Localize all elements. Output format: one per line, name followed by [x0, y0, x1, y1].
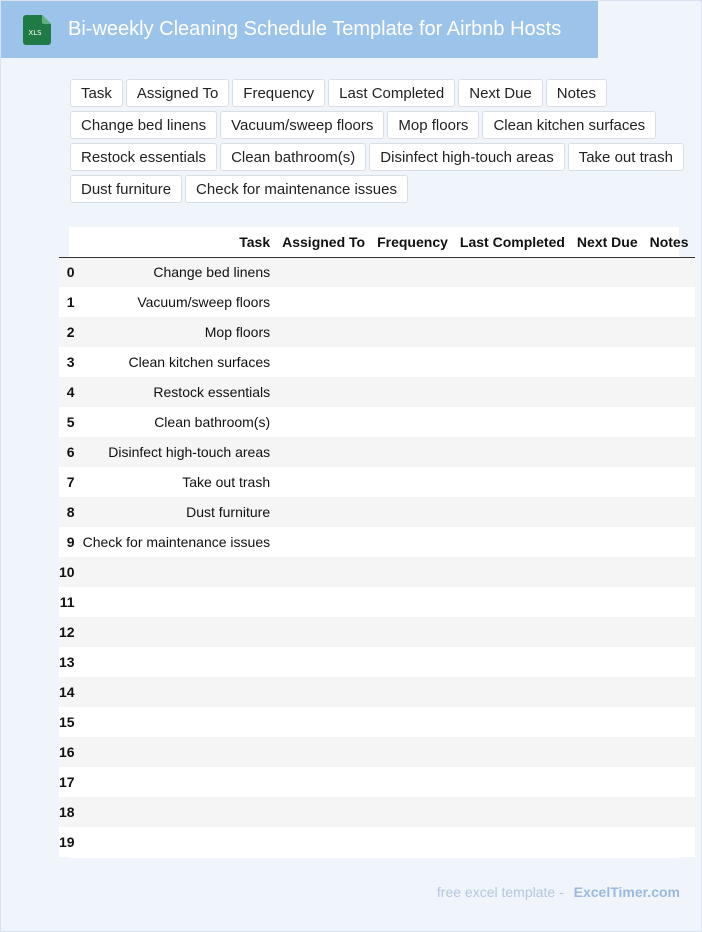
empty-cell[interactable]	[571, 557, 644, 587]
table-row[interactable]	[59, 677, 695, 707]
empty-cell[interactable]	[371, 647, 454, 677]
row-index: 10	[59, 557, 77, 587]
empty-cell[interactable]	[276, 467, 371, 497]
empty-cell[interactable]	[644, 827, 695, 857]
empty-cell[interactable]	[644, 347, 695, 377]
empty-cell[interactable]	[276, 827, 371, 857]
table-row[interactable]	[59, 827, 695, 857]
footer-credit	[437, 884, 680, 900]
chip[interactable]: Last Completed	[328, 79, 455, 107]
task-cell[interactable]: Clean kitchen surfaces	[77, 347, 277, 377]
column-header[interactable]: Next Due	[571, 227, 644, 257]
table-row[interactable]	[59, 587, 695, 617]
task-cell[interactable]: Check for maintenance issues	[77, 527, 277, 557]
empty-cell[interactable]	[644, 437, 695, 467]
empty-cell[interactable]	[644, 737, 695, 767]
empty-cell[interactable]	[644, 467, 695, 497]
empty-cell[interactable]	[276, 557, 371, 587]
empty-cell[interactable]	[644, 317, 695, 347]
row-index: 7	[59, 467, 77, 497]
empty-cell[interactable]	[644, 647, 695, 677]
empty-cell[interactable]	[276, 587, 371, 617]
empty-cell[interactable]	[276, 767, 371, 797]
empty-cell[interactable]	[371, 827, 454, 857]
schedule-table-container[interactable]	[59, 227, 689, 858]
index-header	[59, 227, 77, 257]
task-cell[interactable]	[77, 557, 277, 587]
empty-cell[interactable]	[371, 347, 454, 377]
empty-cell[interactable]	[571, 737, 644, 767]
table-row[interactable]	[59, 617, 695, 647]
empty-cell[interactable]	[644, 557, 695, 587]
table-row[interactable]	[59, 497, 695, 527]
column-and-task-chips	[70, 79, 685, 203]
task-cell[interactable]	[77, 827, 277, 857]
empty-cell[interactable]	[454, 377, 571, 407]
table-row[interactable]	[59, 347, 695, 377]
column-header[interactable]: Assigned To	[276, 227, 371, 257]
row-index: 13	[59, 647, 77, 677]
empty-cell[interactable]	[644, 377, 695, 407]
table-row[interactable]	[59, 737, 695, 767]
table-row[interactable]	[59, 287, 695, 317]
task-cell[interactable]	[77, 797, 277, 827]
empty-cell[interactable]	[454, 497, 571, 527]
row-index: 14	[59, 677, 77, 707]
empty-cell[interactable]	[371, 677, 454, 707]
empty-cell[interactable]	[371, 257, 454, 287]
row-index: 17	[59, 767, 77, 797]
empty-cell[interactable]	[371, 737, 454, 767]
chip[interactable]: Take out trash	[568, 143, 684, 171]
row-index: 12	[59, 617, 77, 647]
row-index: 2	[59, 317, 77, 347]
chip[interactable]: Dust furniture	[70, 175, 182, 203]
empty-cell[interactable]	[454, 467, 571, 497]
empty-cell[interactable]	[454, 707, 571, 737]
empty-cell[interactable]	[454, 317, 571, 347]
empty-cell[interactable]	[276, 257, 371, 287]
chip[interactable]: Check for maintenance issues	[185, 175, 408, 203]
task-cell[interactable]: Dust furniture	[77, 497, 277, 527]
empty-cell[interactable]	[276, 347, 371, 377]
empty-cell[interactable]	[454, 407, 571, 437]
empty-cell[interactable]	[276, 527, 371, 557]
chip[interactable]: Next Due	[458, 79, 543, 107]
empty-cell[interactable]	[571, 767, 644, 797]
empty-cell[interactable]	[371, 287, 454, 317]
empty-cell[interactable]	[571, 347, 644, 377]
chip[interactable]: Notes	[546, 79, 607, 107]
row-index: 6	[59, 437, 77, 467]
task-cell[interactable]	[77, 677, 277, 707]
empty-cell[interactable]	[454, 557, 571, 587]
empty-cell[interactable]	[454, 677, 571, 707]
empty-cell[interactable]	[276, 647, 371, 677]
empty-cell[interactable]	[571, 287, 644, 317]
table-row[interactable]	[59, 377, 695, 407]
empty-cell[interactable]	[454, 587, 571, 617]
empty-cell[interactable]	[371, 467, 454, 497]
empty-cell[interactable]	[571, 707, 644, 737]
empty-cell[interactable]	[276, 617, 371, 647]
empty-cell[interactable]	[571, 677, 644, 707]
empty-cell[interactable]	[454, 437, 571, 467]
task-cell[interactable]	[77, 707, 277, 737]
table-row[interactable]	[59, 467, 695, 497]
empty-cell[interactable]	[571, 527, 644, 557]
empty-cell[interactable]	[644, 797, 695, 827]
empty-cell[interactable]	[276, 407, 371, 437]
empty-cell[interactable]	[571, 587, 644, 617]
chip[interactable]: Frequency	[232, 79, 325, 107]
table-header-row	[59, 227, 695, 257]
chip[interactable]: Task	[70, 79, 123, 107]
table-row[interactable]	[59, 437, 695, 467]
empty-cell[interactable]	[571, 257, 644, 287]
task-cell[interactable]	[77, 737, 277, 767]
empty-cell[interactable]	[644, 527, 695, 557]
table-row[interactable]	[59, 557, 695, 587]
chip[interactable]: Mop floors	[387, 111, 479, 139]
empty-cell[interactable]	[276, 437, 371, 467]
empty-cell[interactable]	[644, 587, 695, 617]
empty-cell[interactable]	[571, 377, 644, 407]
task-cell[interactable]: Change bed linens	[77, 257, 277, 287]
empty-cell[interactable]	[454, 647, 571, 677]
empty-cell[interactable]	[454, 287, 571, 317]
task-cell[interactable]: Restock essentials	[77, 377, 277, 407]
table-row[interactable]	[59, 407, 695, 437]
chip[interactable]: Clean kitchen surfaces	[482, 111, 656, 139]
task-cell[interactable]	[77, 767, 277, 797]
empty-cell[interactable]	[454, 797, 571, 827]
empty-cell[interactable]	[454, 737, 571, 767]
row-index: 9	[59, 527, 77, 557]
task-cell[interactable]: Mop floors	[77, 317, 277, 347]
row-index: 8	[59, 497, 77, 527]
empty-cell[interactable]	[454, 827, 571, 857]
table-row[interactable]	[59, 317, 695, 347]
empty-cell[interactable]	[371, 707, 454, 737]
page-header	[1, 1, 598, 58]
task-cell[interactable]: Clean bathroom(s)	[77, 407, 277, 437]
column-header[interactable]: Last Completed	[454, 227, 571, 257]
empty-cell[interactable]	[371, 317, 454, 347]
row-index: 0	[59, 257, 77, 287]
empty-cell[interactable]	[276, 737, 371, 767]
empty-cell[interactable]	[276, 317, 371, 347]
footer-prefix: free excel template -	[436, 884, 564, 900]
empty-cell[interactable]	[454, 347, 571, 377]
row-index: 16	[59, 737, 77, 767]
empty-cell[interactable]	[371, 587, 454, 617]
footer-brand-link[interactable]: ExcelTimer.com	[573, 884, 680, 900]
empty-cell[interactable]	[371, 437, 454, 467]
empty-cell[interactable]	[276, 677, 371, 707]
task-cell[interactable]: Vacuum/sweep floors	[77, 287, 277, 317]
empty-cell[interactable]	[644, 497, 695, 527]
table-row[interactable]	[59, 707, 695, 737]
table-row[interactable]	[59, 257, 695, 287]
empty-cell[interactable]	[644, 617, 695, 647]
empty-cell[interactable]	[644, 677, 695, 707]
empty-cell[interactable]	[571, 617, 644, 647]
schedule-table	[59, 227, 695, 857]
table-row[interactable]	[59, 527, 695, 557]
empty-cell[interactable]	[571, 437, 644, 467]
empty-cell[interactable]	[571, 407, 644, 437]
chip[interactable]: Disinfect high-touch areas	[369, 143, 564, 171]
empty-cell[interactable]	[371, 557, 454, 587]
empty-cell[interactable]	[571, 797, 644, 827]
empty-cell[interactable]	[571, 317, 644, 347]
empty-cell[interactable]	[644, 707, 695, 737]
task-cell[interactable]: Disinfect high-touch areas	[77, 437, 277, 467]
row-index: 11	[59, 587, 77, 617]
row-index: 1	[59, 287, 77, 317]
table-row[interactable]	[59, 797, 695, 827]
column-header[interactable]: Frequency	[371, 227, 454, 257]
chip[interactable]: Vacuum/sweep floors	[220, 111, 384, 139]
empty-cell[interactable]	[644, 287, 695, 317]
empty-cell[interactable]	[454, 767, 571, 797]
row-index: 3	[59, 347, 77, 377]
row-index: 19	[59, 827, 77, 857]
svg-text:XLS: XLS	[28, 29, 42, 37]
chip[interactable]: Clean bathroom(s)	[220, 143, 366, 171]
row-index: 4	[59, 377, 77, 407]
empty-cell[interactable]	[276, 497, 371, 527]
empty-cell[interactable]	[571, 497, 644, 527]
empty-cell[interactable]	[571, 827, 644, 857]
task-cell[interactable]: Take out trash	[77, 467, 277, 497]
empty-cell[interactable]	[371, 497, 454, 527]
table-row[interactable]	[59, 647, 695, 677]
task-cell[interactable]	[77, 647, 277, 677]
task-cell[interactable]	[77, 587, 277, 617]
empty-cell[interactable]	[454, 527, 571, 557]
chip[interactable]: Assigned To	[126, 79, 229, 107]
task-cell[interactable]	[77, 617, 277, 647]
empty-cell[interactable]	[371, 617, 454, 647]
xls-file-icon	[22, 15, 51, 45]
empty-cell[interactable]	[571, 647, 644, 677]
empty-cell[interactable]	[644, 257, 695, 287]
empty-cell[interactable]	[371, 767, 454, 797]
empty-cell[interactable]	[276, 287, 371, 317]
empty-cell[interactable]	[454, 617, 571, 647]
chip[interactable]: Change bed linens	[70, 111, 217, 139]
column-header[interactable]: Task	[77, 227, 277, 257]
table-row[interactable]	[59, 767, 695, 797]
empty-cell[interactable]	[454, 257, 571, 287]
row-index: 18	[59, 797, 77, 827]
empty-cell[interactable]	[371, 407, 454, 437]
column-header[interactable]: Notes	[644, 227, 695, 257]
page-title: Bi-weekly Cleaning Schedule Template for Airbnb Hosts	[68, 18, 562, 40]
empty-cell[interactable]	[276, 377, 371, 407]
chip[interactable]: Restock essentials	[70, 143, 217, 171]
empty-cell[interactable]	[371, 797, 454, 827]
empty-cell[interactable]	[571, 467, 644, 497]
row-index: 15	[59, 707, 77, 737]
row-index: 5	[59, 407, 77, 437]
empty-cell[interactable]	[276, 707, 371, 737]
empty-cell[interactable]	[371, 377, 454, 407]
empty-cell[interactable]	[644, 767, 695, 797]
empty-cell[interactable]	[371, 527, 454, 557]
empty-cell[interactable]	[276, 797, 371, 827]
empty-cell[interactable]	[644, 407, 695, 437]
